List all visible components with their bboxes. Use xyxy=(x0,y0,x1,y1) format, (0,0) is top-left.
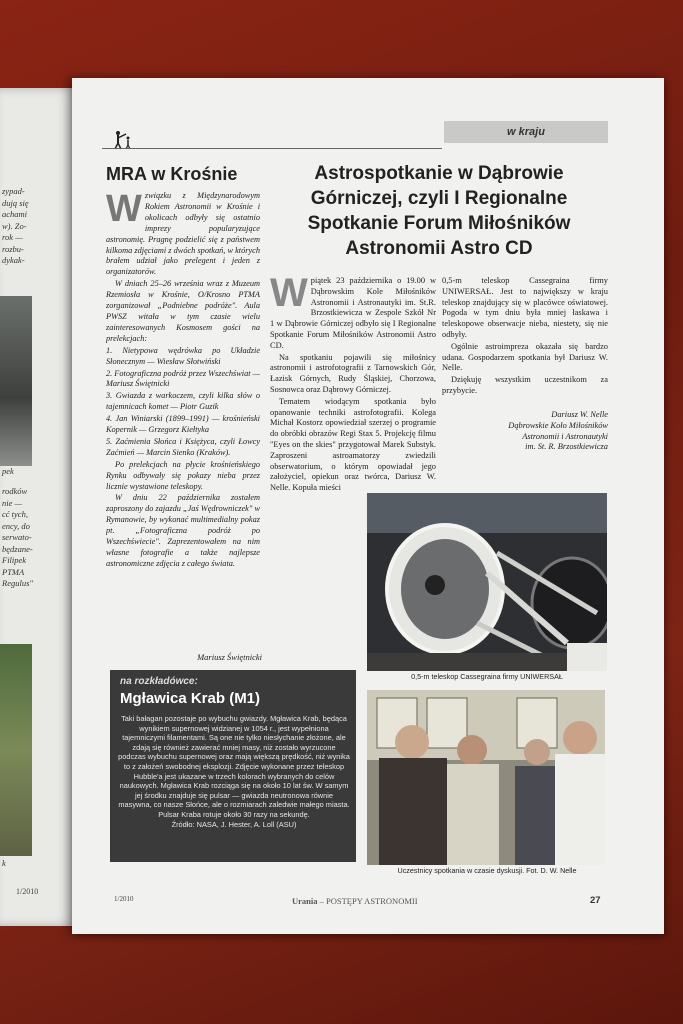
crab-nebula-box xyxy=(110,670,356,862)
article-paragraph: 0,5-m teleskop Cassegraina firmy UNIWERSAŁ. Jest to największy w kraju teleskop znajdujący się w placówce oświatowej. Pogoda w tym dniu była mniej łaskawa i teleskopowe obserwacje nieba, niestety, się nie odbyły. xyxy=(442,276,608,339)
mra-lecture-item: 3. Gwiazda z warkoczem, czyli kilka słów o tajemnicach komet — Piotr Guzik xyxy=(106,391,260,412)
mra-intro: związku z Międzynarodowym Rokiem Astronomii w Krośnie i okolicach odbyły się ostatnio imprezy popularyzujące astronomię. Pragnę podzielić się z państwem kilkoma zdjęciami z dwóch spotkań, w których brałem udział jako prelegent i jeden z organizatorów. xyxy=(106,191,260,277)
mra-paragraph: W dniach 25–26 września wraz z Muzeum Rzemiosła w Krośnie, O/Krosno PTMA zorganizował „Podniebne podróże". Aula PWSZ witała w tym czasie wielu zainteresowanych Kosmosem gości na prelekcjach: xyxy=(106,279,260,343)
header-rule xyxy=(102,148,442,149)
mra-paragraph: W dniu 22 października zostałem zaproszony do zajazdu „Jaś Wędrowniczek" w Rymanowie, by wykonać multimedialny pokaz pt. „Fotograficzna podróż po Wszechświecie". Zaprezentowałem na nim własne fotografie a także najlepsze astronomiczne zdjęcia z całego świata. xyxy=(106,493,260,568)
article-paragraph: piątek 23 października o 19.00 w Dąbrowskim Kole Miłośników Astronomii i Astronautyki im. St.R. Brzostkiewicza w Zespole Szkół Nr 1 w Dąbrowie Górniczej odbyło się I Regionalne Spotkanie Forum Miłośników Astronomii Astro CD. xyxy=(270,276,436,350)
section-tab: w kraju xyxy=(444,121,608,143)
article-paragraph: Ogólnie astroimpreza okazała się bardzo udana. Gospodarzem spotkania był Dariusz W. Nelle. xyxy=(442,341,608,373)
left-page-text-2: rodków nie — cć tych, ency, do serwato- będzane- Filipek PTMA Regulus" xyxy=(2,486,33,588)
article-column-2 xyxy=(442,276,608,406)
left-page-caption-2: k xyxy=(2,858,6,868)
stargazer-icon xyxy=(112,130,140,150)
footer-publication: Urania – POSTĘPY ASTRONOMII xyxy=(292,896,418,906)
crab-box-title: Mgławica Krab (M1) xyxy=(120,690,261,707)
magazine-page xyxy=(72,78,664,934)
article-paragraph: Tematem wiodącym spotkania było opanowanie techniki astrofotografii. Kolega Michał Kostorz opowiedział szerzej o programie do obróbki obrazów Regi Stax 5. Projekcję filmu "Eyes on the skies" przygotował Marek Substyk. Zaproszeni astroamatorzy zwiedzili obserwatorium, o którym opowiadał jego założyciel, opiekun oraz twórca, Dariusz W. Nelle. Kopuła mieści xyxy=(270,396,436,493)
telescope-photo xyxy=(367,493,607,671)
participants-photo xyxy=(367,690,605,865)
article-paragraph: Na spotkaniu pojawili się miłośnicy astronomii i astrofotografii z Tarnowskich Gór, Łazisk Górnych, Rudy Śląskiej, Chorzowa, Sosnowca oraz Dąbrowy Górniczej. xyxy=(270,352,436,394)
left-page-text: zypad- dują się achami w). Zo- rok — rozbu- dykak- xyxy=(2,186,29,265)
article-dropcap: W xyxy=(270,276,308,315)
article-paragraph: Dziękuję wszystkim uczestnikom za przybycie. xyxy=(442,375,608,395)
left-page-caption: pek xyxy=(2,466,14,476)
mra-dropcap: W xyxy=(106,191,142,230)
mra-title: MRA w Krośnie xyxy=(106,164,238,184)
mra-lecture-item: 2. Fotograficzna podróż przez Wszechświat — Mariusz Świętnicki xyxy=(106,368,260,389)
left-page-folio: 1/2010 xyxy=(16,887,39,896)
mra-lecture-item: 4. Jan Winiarski (1899–1991) — krośnieński Kopernik — Grzegorz Kiełtyka xyxy=(106,414,260,435)
mra-author: Mariusz Świętnicki xyxy=(197,652,262,662)
mra-lecture-item: 1. Nietypowa wędrówka po Układzie Słonecznym — Wiesław Słotwiński xyxy=(106,345,260,366)
left-page-photo xyxy=(0,296,32,466)
participants-photo-caption: Uczestnicy spotkania w czasie dyskusji. Fot. D. W. Nelle xyxy=(397,866,577,875)
left-page xyxy=(0,88,78,926)
crab-box-body: Taki bałagan pozostaje po wybuchu gwiazdy. Mgławica Krab, będąca wynikiem supernowej widzianej w 1054 r., jest wypełniona tajemniczymi filamentami. Są one nie tylko niesłychanie złożone, ale zdają się również zawierać mniej masy, niż zostało wyrzucone podczas wybuchu supernowej oraz mają większą prędkość, niż wynika to z założeń swobodnej eksplozji. Zdjęcie wykonane przez teleskop Hubble'a jest ukazane w trzech kolorach wybranych do celów naukowych. Mgławica Krab rozciąga się na około 10 lat św. W samym jej środku znajduje się pulsar — gwiazda neutronowa równie masywna, co nasze Słońce, ale o rozmiarach zaledwie małego miasta. Pulsar Kraba rotuje około 30 razy na sekundę. Źródło: NASA, J. Hester, A. Loll (ASU) xyxy=(118,714,350,829)
left-page-photo-2 xyxy=(0,644,32,856)
page-number: 27 xyxy=(590,895,601,906)
footer-folio: 1/2010 xyxy=(114,895,134,903)
mra-article-body xyxy=(106,191,260,671)
mra-paragraph: Po prelekcjach na płycie krośnieńskiego Rynku odbywały się pokazy nieba przez licznie wystawione teleskopy. xyxy=(106,459,260,491)
telescope-photo-caption: 0,5-m teleskop Cassegraina firmy UNIWERSAŁ xyxy=(411,672,563,681)
article-signature: Dariusz W. Nelle Dąbrowskie Koło Miłośników Astronomii i Astronautyki im. St. R. Brzostkiewicza xyxy=(508,410,608,452)
crab-box-source: Źródło: NASA, J. Hester, A. Loll (ASU) xyxy=(171,819,297,829)
crab-box-kicker: na rozkładówce: xyxy=(120,676,198,687)
article-title: Astrospotkanie w Dąbrowie Górniczej, czyli I Regionalne Spotkanie Forum Miłośników Astronomii Astro CD xyxy=(307,163,571,259)
article-column-1 xyxy=(270,276,436,496)
mra-lecture-item: 5. Zaćmienia Słońca i Księżyca, czyli Łowcy Zaćmień — Marcin Sienko (Kraków). xyxy=(106,436,260,457)
